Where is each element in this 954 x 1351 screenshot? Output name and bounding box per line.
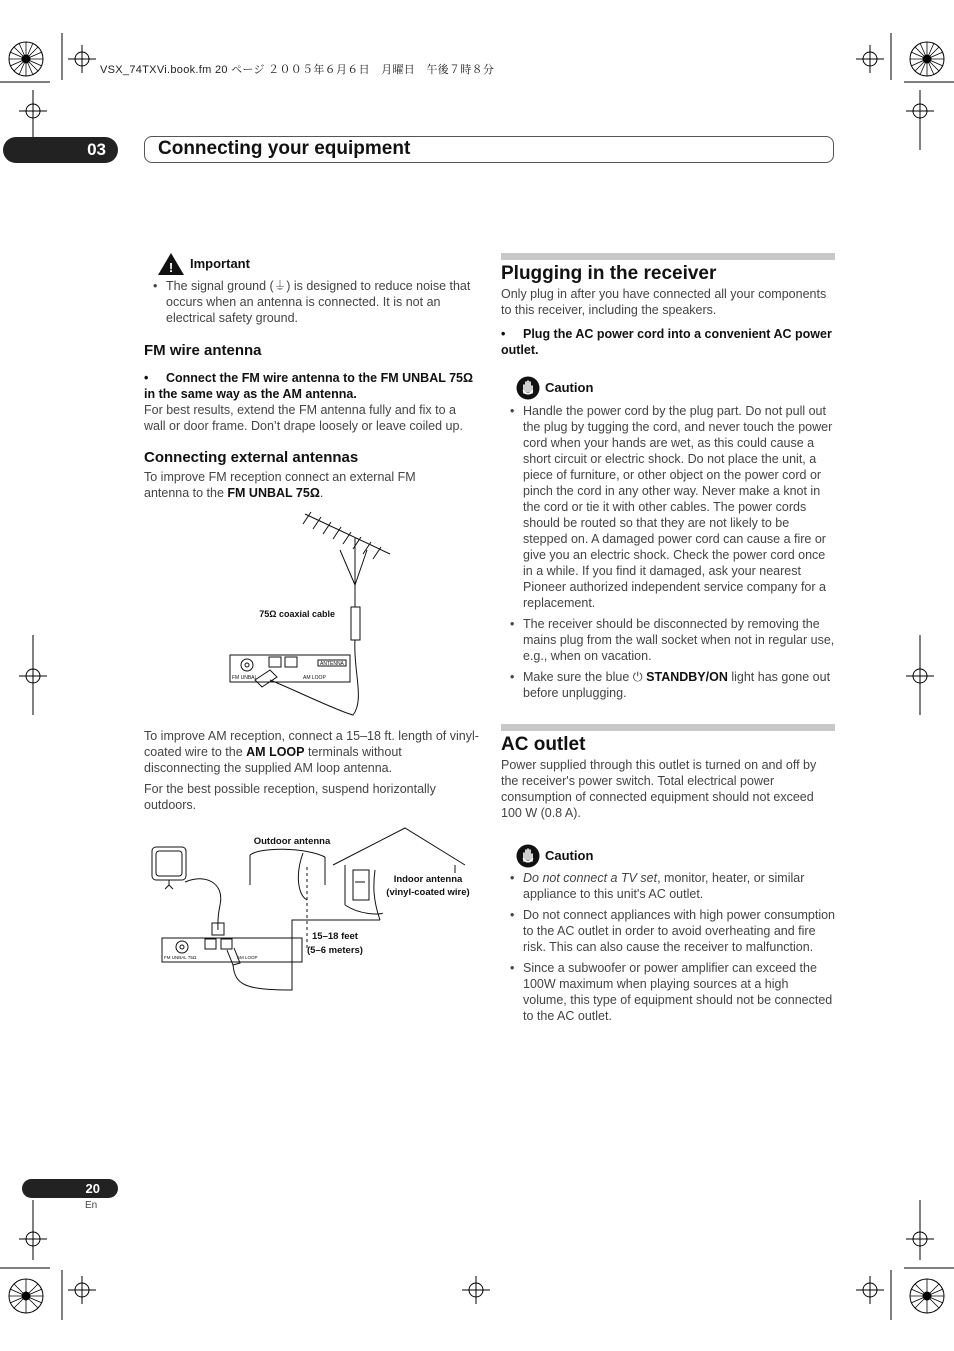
coax-cable-label: 75Ω coaxial cable — [259, 609, 335, 619]
plugging-in-heading: Plugging in the receiver — [501, 263, 717, 284]
indoor-antenna-label: Indoor antenna — [393, 874, 463, 885]
language-code: En — [85, 1200, 98, 1211]
external-antennas-heading: Connecting external antennas — [144, 449, 359, 466]
chapter-number-badge: 03 — [3, 137, 118, 163]
ac-outlet-heading: AC outlet — [501, 734, 586, 755]
caution-text-part: , monitor, heater, or similar appliance to this unit's AC outlet. — [523, 871, 805, 901]
registration-sunburst-icon — [9, 42, 43, 76]
crosshair-icon — [856, 45, 884, 73]
outdoor-antenna-label: Outdoor antenna — [253, 836, 331, 847]
indoor-antenna-sublabel: (vinyl-coated wire) — [386, 887, 470, 898]
caution-hand-icon — [516, 844, 540, 868]
caution-list-1 — [501, 403, 835, 706]
caution-item: • Handle the power cord by the plug part. Do not pull out the plug by tugging the cord, and never touch the power cord when your hands are wet, as this could cause a short circuit or electric shock. Do not place the unit, a piece of furniture, or other object on the power cord or pinch the cord in any other way. Never make a knot in the cord or tie it with other cables. The power cords should be routed so that they are not likely to be stepped on. A damaged power cord can cause a fire or give you an electric shock. Check the power cord once in a while. If you find it damaged, ask your nearest Pioneer authorized independent service company for a replacement. — [501, 403, 835, 611]
am-text — [144, 728, 480, 776]
standby-on-ref: STANDBY/ON — [646, 670, 728, 684]
plugging-in-text: Only plug in after you have connected all your components to this receiver, including the speakers. — [501, 287, 827, 317]
plug-step — [501, 326, 837, 358]
section-divider-bar — [501, 724, 835, 731]
am-text-part: To improve AM reception, connect a 15–18 ft. length of vinyl-coated wire to the — [144, 729, 479, 759]
crosshair-icon — [856, 1276, 884, 1304]
ext-text-part: . — [319, 486, 324, 500]
fm-unbal-ref: FM UNBAL 75Ω — [227, 486, 320, 500]
registration-sunburst-icon — [9, 1279, 43, 1313]
am-text-part: terminals without disconnecting the supplied AM loop antenna. — [144, 745, 402, 775]
caution-italic-part: Do not connect a TV set — [523, 871, 658, 885]
caution-item — [501, 870, 835, 902]
fm-unbal-port-label: FM UNBAL — [232, 675, 258, 681]
am-suspend-text: For the best possible reception, suspend horizontally outdoors. — [144, 782, 436, 812]
antenna-panel-label: ANTENNA — [320, 661, 344, 667]
ext-text-part: To improve FM reception connect an external FM antenna to the — [144, 470, 416, 500]
caution-text-part: Make sure the blue ⏻ — [523, 670, 647, 684]
important-item: • The signal ground (⏚) is designed to reduce noise that occurs when an antenna is connected. It is not an electrical safety ground. — [144, 278, 480, 326]
am-loop-port-label: AM LOOP — [303, 675, 326, 681]
caution-item: • Since a subwoofer or power amplifier can exceed the 100W maximum when playing sources at a high volume, this type of equipment should not be connected to the AC outlet. — [501, 960, 835, 1024]
fm-antenna-diagram — [225, 510, 405, 720]
wire-length-label: 15–18 feet — [312, 931, 358, 942]
fm-step — [144, 370, 480, 402]
chapter-title: Connecting your equipment — [158, 138, 411, 159]
important-note — [144, 278, 480, 331]
caution-item: • Do not connect appliances with high power consumption to the AC outlet in order to avoid overheating and fire risk. This can also cause the receiver to malfunction. — [501, 907, 835, 955]
crosshair-icon — [68, 45, 96, 73]
registration-sunburst-icon — [910, 42, 944, 76]
am-antenna-diagram — [145, 825, 480, 1000]
print-file-info: VSX_74TXVi.book.fm 20 ページ ２００５年６月６日 月曜日 午後７時８分 — [100, 64, 495, 76]
svg-text:!: ! — [168, 260, 174, 275]
caution-text-part: light has gone out before unplugging. — [523, 670, 831, 700]
wire-length-metric-label: (5–6 meters) — [307, 945, 363, 956]
warning-triangle-icon — [157, 252, 185, 276]
step-bullet: • — [501, 327, 506, 341]
registration-sunburst-icon — [910, 1279, 944, 1313]
caution-item: • The receiver should be disconnected by removing the mains plug from the wall socket when not in regular use, e.g., when on vacation. — [501, 616, 835, 664]
caution-item — [501, 669, 835, 701]
section-divider-bar — [501, 253, 835, 260]
ac-outlet-text: Power supplied through this outlet is turned on and off by the receiver's power switch. Total electrical power consumption of connected equipment should not exceed 100 W (0.8 A). — [501, 758, 817, 820]
crosshair-icon — [68, 1276, 96, 1304]
fm-step-text: Connect the FM wire antenna to the FM UNBAL 75Ω in the same way as the AM antenna. — [144, 371, 474, 401]
am-loop-ref: AM LOOP — [246, 745, 305, 759]
plug-step-text: Plug the AC power cord into a convenient AC power outlet. — [501, 327, 832, 357]
crosshair-icon — [462, 1276, 490, 1304]
page-number-badge: 20 — [22, 1179, 118, 1198]
step-bullet: • — [144, 371, 149, 385]
important-label: Important — [190, 256, 250, 271]
caution-list-2 — [501, 870, 835, 1029]
am-loop-port-label: AM LOOP — [237, 955, 258, 960]
caution-label: Caution — [545, 380, 594, 395]
external-antennas-text — [144, 469, 444, 501]
fm-wire-antenna-heading: FM wire antenna — [144, 342, 262, 359]
caution-hand-icon — [516, 376, 540, 400]
fm-unbal-port-label: FM UNBAL 75Ω — [164, 955, 197, 960]
fm-text: For best results, extend the FM antenna fully and fix to a wall or door frame. Don’t drape loosely or leave coiled up. — [144, 403, 463, 433]
caution-label: Caution — [545, 848, 594, 863]
